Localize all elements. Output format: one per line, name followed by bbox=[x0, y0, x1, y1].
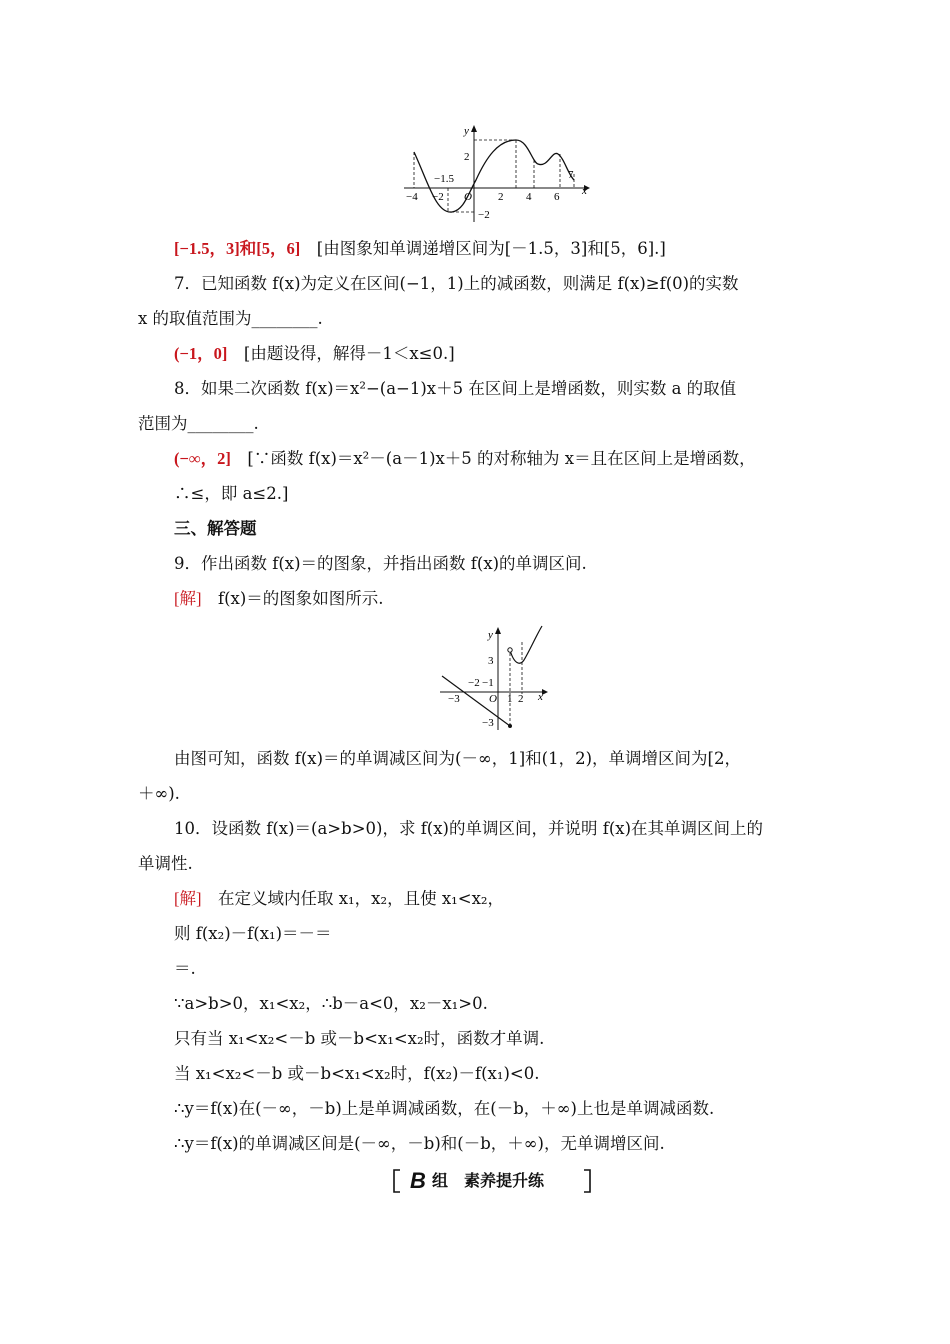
solution-10-step-8: ∴y＝f(x)的单调减区间是(－∞，－b)和(－b，＋∞)，无单调增区间. bbox=[174, 1134, 665, 1153]
solution-10-step-4: ∵a>b>0，x₁<x₂，∴b－a<0，x₂－x₁>0. bbox=[174, 994, 488, 1013]
answer-6 bbox=[174, 238, 854, 260]
solution-9 bbox=[174, 588, 854, 610]
fig2-x-tick-2: 2 bbox=[518, 693, 524, 705]
fig1-origin: O bbox=[464, 191, 472, 203]
fig2-x-tick-minus-1: −1 bbox=[482, 677, 494, 689]
answer-7 bbox=[174, 343, 854, 365]
question-10-line-2: 单调性. bbox=[138, 854, 193, 873]
fig1-x-label: x bbox=[582, 185, 587, 197]
fig2-y-label: y bbox=[488, 629, 493, 641]
fig1-y-tick-2: 2 bbox=[464, 151, 470, 163]
fig2-x-tick-minus-2: −2 bbox=[468, 677, 480, 689]
fig1-x-tick-6: 6 bbox=[554, 191, 560, 203]
solution-10-step-6: 当 x₁<x₂<－b 或－b<x₁<x₂时，f(x₂)－f(x₁)<0. bbox=[174, 1064, 540, 1083]
fig1-x-tick-4: 4 bbox=[526, 191, 532, 203]
fig1-x-tick-2: 2 bbox=[498, 191, 504, 203]
answer-7-explanation: [由题设得，解得－1＜x≤0.] bbox=[243, 344, 455, 363]
question-9: 9．作出函数 f(x)＝的图象，并指出函数 f(x)的单调区间. bbox=[174, 554, 587, 573]
solution-10-step-1-text: 在定义域内任取 x₁，x₂，且使 x₁<x₂， bbox=[218, 889, 504, 908]
answer-6-explanation: [由图象知单调递增区间为[－1.5，3]和[5，6].] bbox=[316, 239, 666, 258]
solution-10-step-2: 则 f(x₂)－f(x₁)＝－＝ bbox=[174, 924, 332, 943]
fig2-origin: O bbox=[489, 693, 497, 705]
solution-10-step-1 bbox=[174, 888, 854, 910]
fig2-y-tick-3: 3 bbox=[488, 655, 494, 667]
question-8-line-2: 范围为________. bbox=[138, 414, 259, 433]
fig2-y-tick-minus-3: −3 bbox=[482, 717, 494, 729]
question-7-line-2: x 的取值范围为________. bbox=[138, 309, 323, 328]
conclusion-9-line-1: 由图可知，函数 f(x)＝的单调减区间为(－∞，1]和(1，2)，单调增区间为[2， bbox=[174, 749, 741, 768]
conclusion-9-line-2: ＋∞). bbox=[138, 784, 180, 803]
solution-10-step-3: ＝. bbox=[174, 959, 196, 978]
answer-8 bbox=[174, 448, 854, 470]
fig2-x-label: x bbox=[538, 691, 543, 703]
banner-letter: B bbox=[410, 1168, 426, 1193]
section-3-title: 三、解答题 bbox=[174, 519, 257, 538]
answer-8-value: (−∞，2] bbox=[174, 449, 231, 468]
question-8-line-1: 8．如果二次函数 f(x)＝x²−(a−1)x＋5 在区间上是增函数，则实数 a 的取值 bbox=[174, 379, 737, 398]
fig1-x-tick-minus-4: −4 bbox=[406, 191, 418, 203]
solution-9-text: f(x)＝的图象如图所示. bbox=[218, 589, 384, 608]
answer-7-value: (−1，0] bbox=[174, 344, 228, 363]
function-graph-figure-1 bbox=[398, 122, 592, 224]
answer-6-value: [−1.5，3]和[5，6] bbox=[174, 239, 301, 258]
fig1-x-tick-minus-2: −2 bbox=[432, 191, 444, 203]
answer-8-explanation-2: ∴≤，即 a≤2.] bbox=[174, 484, 289, 503]
question-10-line-1: 10．设函数 f(x)＝(a>b>0)，求 f(x)的单调区间，并说明 f(x)在其单调区间上的 bbox=[174, 819, 764, 838]
question-7-line-1: 7．已知函数 f(x)为定义在区间(−1，1)上的减函数，则满足 f(x)≥f(0)的实数 bbox=[174, 274, 739, 293]
answer-8-explanation-1: [∵函数 f(x)＝x²－(a－1)x＋5 的对称轴为 x＝且在区间上是增函数， bbox=[247, 449, 756, 468]
banner-title: 组 素养提升练 bbox=[432, 1171, 545, 1190]
section-b-banner bbox=[392, 1168, 592, 1194]
fig2-x-tick-1: 1 bbox=[507, 693, 513, 705]
fig1-y-tick-minus-2: −2 bbox=[478, 209, 490, 221]
solution-9-label: [解] bbox=[174, 589, 202, 608]
solution-10-step-5: 只有当 x₁<x₂<－b 或－b<x₁<x₂时，函数才单调. bbox=[174, 1029, 545, 1048]
function-graph-figure-2 bbox=[434, 622, 550, 736]
fig2-x-tick-minus-3: −3 bbox=[448, 693, 460, 705]
fig1-label-minus-1-5: −1.5 bbox=[434, 173, 454, 185]
solution-10-label: [解] bbox=[174, 889, 202, 908]
solution-10-step-7: ∴y＝f(x)在(－∞，－b)上是单调减函数，在(－b，＋∞)上也是单调减函数. bbox=[174, 1099, 715, 1118]
fig1-y-label: y bbox=[464, 125, 469, 137]
fig1-x-tick-7: 7 bbox=[568, 169, 574, 181]
